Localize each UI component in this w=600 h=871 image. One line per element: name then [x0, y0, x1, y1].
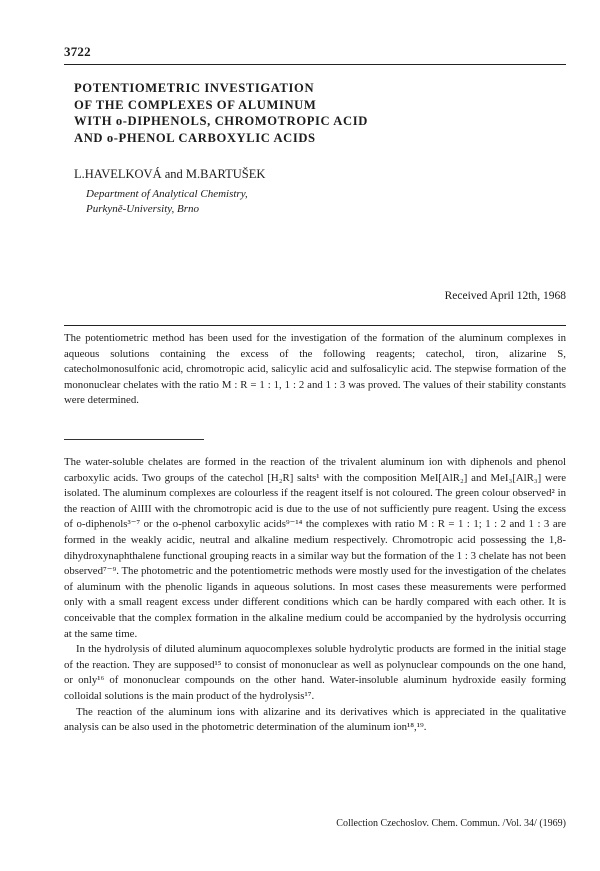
- title-line: WITH o-DIPHENOLS, CHROMOTROPIC ACID: [74, 114, 368, 129]
- journal-footer: Collection Czechoslov. Chem. Commun. /Vol. 34/ (1969): [336, 818, 566, 829]
- affiliation-line: Department of Analytical Chemistry,: [86, 188, 248, 200]
- header-rule: [64, 64, 566, 65]
- body-text: [64, 455, 566, 736]
- affiliation-line: Purkyně-University, Brno: [86, 203, 200, 215]
- title-line: POTENTIOMETRIC INVESTIGATION: [74, 81, 315, 95]
- abstract-rule: [64, 325, 566, 326]
- body-paragraph: In the hydrolysis of diluted aluminum aquocomplexes soluble hydrolytic products are formed in the initial stage of the reaction. They are supposed¹⁵ to consist of mononuclear as well as polynuclear compounds on the one hand, or only¹⁶ of mononuclear compounds on the other hand. Water-insoluble aluminum hydroxide easily forming colloidal solutions is the main product of the hydrolysis¹⁷.: [64, 643, 566, 702]
- received-date: Received April 12th, 1968: [444, 290, 566, 302]
- article-title: [74, 80, 544, 146]
- affiliation: [86, 187, 248, 217]
- abstract: The potentiometric method has been used for the investigation of the formation of the aluminum complexes in aqueous solutions containing the excess of the following reagents; catechol, tiron, alizarine S, catecholmonosulfonic acid, chromotropic acid, salicylic acid and sulfosalicylic acid. The stepwise formation of the mononuclear chelates with the ratio M : R = 1 : 1, 1 : 2 and 1 : 3 was proved. The values of their stability constants were determined.: [64, 332, 566, 407]
- authors: L.HAVELKOVÁ and M.BARTUŠEK: [74, 167, 266, 181]
- section-divider: [64, 439, 204, 440]
- body-paragraph: The reaction of the aluminum ions with alizarine and its derivatives which is appreciated in the qualitative analysis can be also used in the photometric determination of the aluminum ion¹⁸,¹⁹.: [64, 705, 566, 734]
- title-line: AND o-PHENOL CARBOXYLIC ACIDS: [74, 130, 316, 145]
- body-paragraph: The water-soluble chelates are formed in the reaction of the trivalent aluminum ion with diphenols and phenol carboxylic acids. Two groups of the catechol [H₂R] salts¹ with the composition MeI[AlR₂] and MeI₃[AlR₃] were isolated. The aluminum complexes are colourless if the reagent itself is not coloured. The green colour observed² in the reaction of AlIII with the chromotropic acid is due to the use of not sufficiently pure reagent. Using the excess of o-diphenols³⁻⁷ or the o-phenol carboxylic acids⁹⁻¹⁴ the complexes with ratio M : R = 1 : 1; 1 : 2 and 1 : 3 are formed in the weakly acidic, neutral and alkaline medium respectively. Chromotropic acid possessing the 1,8-dihydroxynaphthalene functional grouping reacts in a similar way but the formation of the 1 : 3 chelate has not been observed⁷⁻⁹. The photometric and the potentiometric methods were mostly used for the investigation of the chelates of aluminum with the phenolic ligands in aqueous solutions. In most cases these measurements were performed only with a small reagent excess under different conditions which can be hardly compared with each other. It is conceivable that the complex formation in the alkaline medium could be accompanied by the hydrolysis occurring at the same time.: [64, 456, 566, 640]
- page-number: 3722: [64, 44, 91, 59]
- title-line: OF THE COMPLEXES OF ALUMINUM: [74, 97, 317, 112]
